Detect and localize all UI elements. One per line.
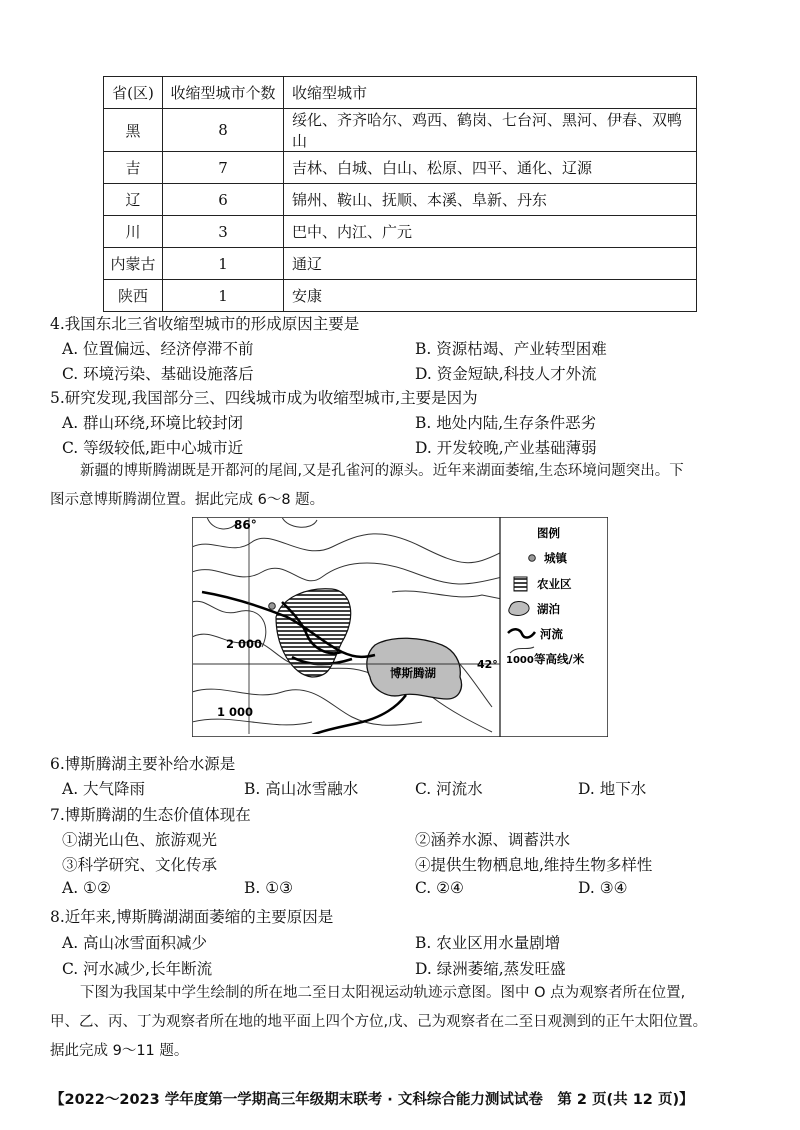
cell-count: 7 (163, 152, 284, 184)
cell-cities: 锦州、鞍山、抚顺、本溪、阜新、丹东 (284, 184, 697, 216)
cell-count: 1 (163, 248, 284, 280)
question-4-option-d: D. 资金短缺,科技人才外流 (415, 365, 597, 383)
table-header-row (104, 77, 697, 109)
contour-label-2000: 2 000 (226, 637, 263, 651)
table-row (104, 216, 697, 248)
page-footer: 【2022～2023 学年度第一学期高三年级期末联考 · 文科综合能力测试试卷 第 2 页(共 12 页)】 (50, 1092, 694, 1108)
cell-cities: 绥化、齐齐哈尔、鸡西、鹤岗、七台河、黑河、伊春、双鸭山 (284, 109, 697, 152)
table-row (104, 184, 697, 216)
header-count: 收缩型城市个数 (163, 77, 284, 109)
question-6-option-d: D. 地下水 (578, 780, 647, 798)
question-6-stem: 6.博斯腾湖主要补给水源是 (50, 755, 236, 773)
question-8-option-a: A. 高山冰雪面积减少 (62, 934, 208, 952)
question-5-option-a: A. 群山环绕,环境比较封闭 (62, 414, 243, 432)
passage-line: 新疆的博斯腾湖既是开都河的尾闾,又是孔雀河的源头。近年来湖面萎缩,生态环境问题突出。下 (80, 463, 684, 479)
question-7-option-d: D. ③④ (578, 879, 628, 897)
passage-sun-path (50, 979, 750, 1066)
cell-province: 川 (104, 216, 163, 248)
cell-count: 6 (163, 184, 284, 216)
question-7-stem: 7.博斯腾湖的生态价值体现在 (50, 806, 251, 824)
question-7-statement-3: ③科学研究、文化传承 (62, 856, 218, 874)
table-row (104, 248, 697, 280)
passage-line: 据此完成 9～11 题。 (50, 1043, 189, 1059)
question-8-option-c: C. 河水减少,长年断流 (62, 960, 213, 978)
latitude-label: 42° (477, 658, 498, 671)
longitude-label: 86° (234, 518, 257, 532)
legend-agri: 农业区 (537, 577, 572, 591)
passage-line: 下图为我国某中学生绘制的所在地二至日太阳视运动轨迹示意图。图中 O 点为观察者所在位置, (80, 985, 686, 1001)
shrinking-cities-table (103, 76, 697, 312)
legend-contour-value: 1000 (506, 655, 534, 666)
question-7-statement-1: ①湖光山色、旅游观光 (62, 831, 218, 849)
town-marker (269, 603, 276, 610)
cell-count: 1 (163, 280, 284, 312)
legend-town: 城镇 (544, 551, 567, 565)
question-8-stem: 8.近年来,博斯腾湖湖面萎缩的主要原因是 (50, 908, 334, 926)
cell-province: 黑 (104, 109, 163, 152)
legend-river: 河流 (540, 627, 563, 641)
question-4-option-c: C. 环境污染、基础设施落后 (62, 365, 254, 383)
legend-agri-symbol (514, 577, 527, 591)
legend-town-symbol (529, 555, 536, 562)
lake-label: 博斯腾湖 (390, 666, 436, 680)
question-6-option-a: A. 大气降雨 (62, 780, 146, 798)
cell-cities: 巴中、内江、广元 (284, 216, 697, 248)
cell-province: 辽 (104, 184, 163, 216)
contour-label-1000: 1 000 (217, 705, 254, 719)
question-8-option-d: D. 绿洲萎缩,蒸发旺盛 (415, 960, 566, 978)
question-6-option-b: B. 高山冰雪融水 (244, 780, 359, 798)
passage-line: 图示意博斯腾湖位置。据此完成 6～8 题。 (50, 492, 325, 508)
question-5-option-d: D. 开发较晚,产业基础薄弱 (415, 439, 597, 457)
question-5-option-b: B. 地处内陆,生存条件恶劣 (415, 414, 597, 432)
passage-line: 甲、乙、丙、丁为观察者所在地的地平面上四个方位,戊、己为观察者在二至日观测到的正午太阳位置。 (50, 1014, 708, 1030)
question-4-option-a: A. 位置偏远、经济停滞不前 (62, 340, 254, 358)
legend-lake-symbol (509, 601, 529, 615)
header-province: 省(区) (104, 77, 163, 109)
header-cities: 收缩型城市 (284, 77, 697, 109)
question-6-option-c: C. 河流水 (415, 780, 483, 798)
legend-lake: 湖泊 (537, 602, 560, 616)
table-row (104, 280, 697, 312)
table-row (104, 109, 697, 152)
cell-count: 8 (163, 109, 284, 152)
question-4-option-b: B. 资源枯竭、产业转型困难 (415, 340, 607, 358)
question-7-statement-2: ②涵养水源、调蓄洪水 (415, 831, 571, 849)
cell-cities: 通辽 (284, 248, 697, 280)
legend-title: 图例 (537, 526, 560, 540)
bosten-lake-map (192, 517, 608, 737)
cell-province: 吉 (104, 152, 163, 184)
question-5-stem: 5.研究发现,我国部分三、四线城市成为收缩型城市,主要是因为 (50, 389, 478, 407)
question-7-option-a: A. ①② (62, 879, 111, 897)
question-7-statement-4: ④提供生物栖息地,维持生物多样性 (415, 856, 653, 874)
question-7-option-b: B. ①③ (244, 879, 294, 897)
question-5-option-c: C. 等级较低,距中心城市近 (62, 439, 244, 457)
passage-bosten-lake (50, 457, 750, 515)
cell-count: 3 (163, 216, 284, 248)
cell-cities: 安康 (284, 280, 697, 312)
legend-contour: 等高线/米 (534, 652, 585, 666)
question-4-stem: 4.我国东北三省收缩型城市的形成原因主要是 (50, 315, 360, 333)
cell-cities: 吉林、白城、白山、松原、四平、通化、辽源 (284, 152, 697, 184)
cell-province: 陕西 (104, 280, 163, 312)
question-7-option-c: C. ②④ (415, 879, 464, 897)
table-row (104, 152, 697, 184)
cell-province: 内蒙古 (104, 248, 163, 280)
question-8-option-b: B. 农业区用水量剧增 (415, 934, 561, 952)
